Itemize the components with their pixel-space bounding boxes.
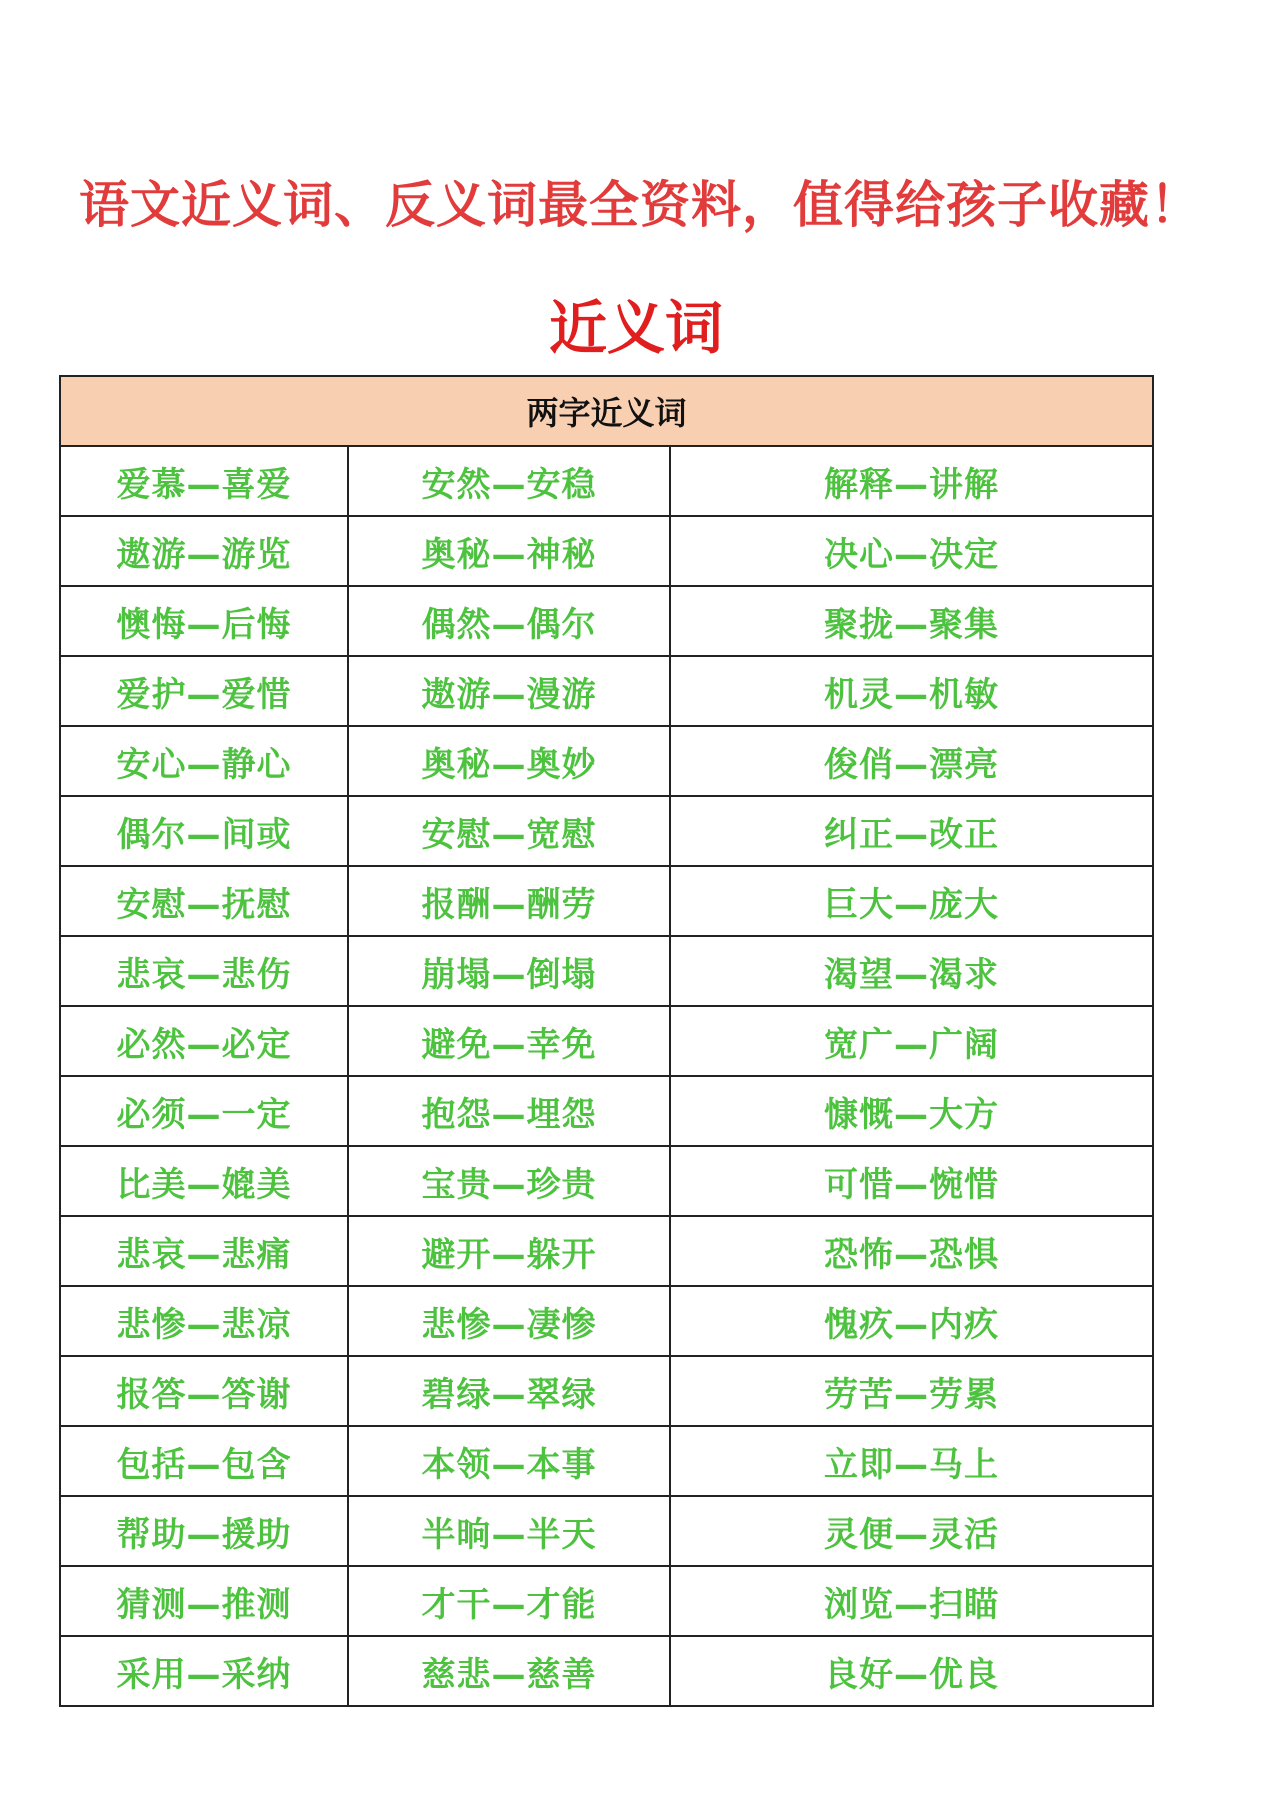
synonym-pair-cell: 本领—本事 (348, 1426, 670, 1496)
synonym-pair-cell: 安然—安稳 (348, 446, 670, 516)
table-row (60, 1496, 1153, 1566)
synonym-pair-cell: 立即—马上 (670, 1426, 1153, 1496)
synonym-pair-cell: 碧绿—翠绿 (348, 1356, 670, 1426)
synonym-pair-cell: 渴望—渴求 (670, 936, 1153, 1006)
synonym-pair-cell: 报答—答谢 (60, 1356, 348, 1426)
page-title: 语文近义词、反义词最全资料，值得给孩子收藏！ (79, 176, 1201, 234)
synonym-pair-cell: 才干—才能 (348, 1566, 670, 1636)
synonym-table (59, 375, 1154, 1707)
synonym-pair-cell: 必须—一定 (60, 1076, 348, 1146)
table-row (60, 1006, 1153, 1076)
synonym-pair-cell: 爱慕—喜爱 (60, 446, 348, 516)
synonym-pair-cell: 俊俏—漂亮 (670, 726, 1153, 796)
table-row (60, 1426, 1153, 1496)
table-row (60, 446, 1153, 516)
table-row (60, 796, 1153, 866)
synonym-pair-cell: 采用—采纳 (60, 1636, 348, 1706)
synonym-pair-cell: 猜测—推测 (60, 1566, 348, 1636)
synonym-pair-cell: 机灵—机敏 (670, 656, 1153, 726)
synonym-pair-cell: 偶尔—间或 (60, 796, 348, 866)
synonym-pair-cell: 懊悔—后悔 (60, 586, 348, 656)
synonym-pair-cell: 悲惨—凄惨 (348, 1286, 670, 1356)
synonym-pair-cell: 半晌—半天 (348, 1496, 670, 1566)
table-row (60, 1356, 1153, 1426)
table-row (60, 1216, 1153, 1286)
synonym-pair-cell: 崩塌—倒塌 (348, 936, 670, 1006)
synonym-pair-cell: 安慰—宽慰 (348, 796, 670, 866)
synonym-pair-cell: 悲惨—悲凉 (60, 1286, 348, 1356)
synonym-pair-cell: 悲哀—悲伤 (60, 936, 348, 1006)
synonym-pair-cell: 浏览—扫瞄 (670, 1566, 1153, 1636)
table-row (60, 656, 1153, 726)
synonym-pair-cell: 必然—必定 (60, 1006, 348, 1076)
synonym-pair-cell: 遨游—游览 (60, 516, 348, 586)
table-row (60, 726, 1153, 796)
synonym-pair-cell: 劳苦—劳累 (670, 1356, 1153, 1426)
table-row (60, 516, 1153, 586)
synonym-pair-cell: 避免—幸免 (348, 1006, 670, 1076)
table-row (60, 586, 1153, 656)
table-row (60, 1566, 1153, 1636)
synonym-pair-cell: 可惜—惋惜 (670, 1146, 1153, 1216)
synonym-pair-cell: 安慰—抚慰 (60, 866, 348, 936)
table-row (60, 1076, 1153, 1146)
synonym-pair-cell: 安心—静心 (60, 726, 348, 796)
table-header-row (60, 376, 1153, 446)
table-row (60, 1636, 1153, 1706)
synonym-pair-cell: 比美—媲美 (60, 1146, 348, 1216)
table-header: 两字近义词 (60, 376, 1153, 446)
table-row (60, 1146, 1153, 1216)
synonym-pair-cell: 偶然—偶尔 (348, 586, 670, 656)
synonym-pair-cell: 帮助—援助 (60, 1496, 348, 1566)
synonym-pair-cell: 宽广—广阔 (670, 1006, 1153, 1076)
synonym-pair-cell: 宝贵—珍贵 (348, 1146, 670, 1216)
synonym-pair-cell: 遨游—漫游 (348, 656, 670, 726)
table-row (60, 1286, 1153, 1356)
synonym-pair-cell: 爱护—爱惜 (60, 656, 348, 726)
section-title: 近义词 (548, 294, 723, 362)
synonym-pair-cell: 悲哀—悲痛 (60, 1216, 348, 1286)
synonym-pair-cell: 报酬—酬劳 (348, 866, 670, 936)
synonym-pair-cell: 避开—躲开 (348, 1216, 670, 1286)
synonym-pair-cell: 巨大—庞大 (670, 866, 1153, 936)
synonym-pair-cell: 慈悲—慈善 (348, 1636, 670, 1706)
synonym-pair-cell: 包括—包含 (60, 1426, 348, 1496)
synonym-pair-cell: 恐怖—恐惧 (670, 1216, 1153, 1286)
synonym-pair-cell: 愧疚—内疚 (670, 1286, 1153, 1356)
synonym-pair-cell: 灵便—灵活 (670, 1496, 1153, 1566)
table-row (60, 866, 1153, 936)
synonym-pair-cell: 奥秘—神秘 (348, 516, 670, 586)
synonym-pair-cell: 慷慨—大方 (670, 1076, 1153, 1146)
synonym-pair-cell: 良好—优良 (670, 1636, 1153, 1706)
synonym-pair-cell: 聚拢—聚集 (670, 586, 1153, 656)
table-body (60, 446, 1153, 1706)
synonym-pair-cell: 解释—讲解 (670, 446, 1153, 516)
synonym-pair-cell: 纠正—改正 (670, 796, 1153, 866)
table-row (60, 936, 1153, 1006)
synonym-pair-cell: 抱怨—埋怨 (348, 1076, 670, 1146)
synonym-pair-cell: 决心—决定 (670, 516, 1153, 586)
synonym-pair-cell: 奥秘—奥妙 (348, 726, 670, 796)
